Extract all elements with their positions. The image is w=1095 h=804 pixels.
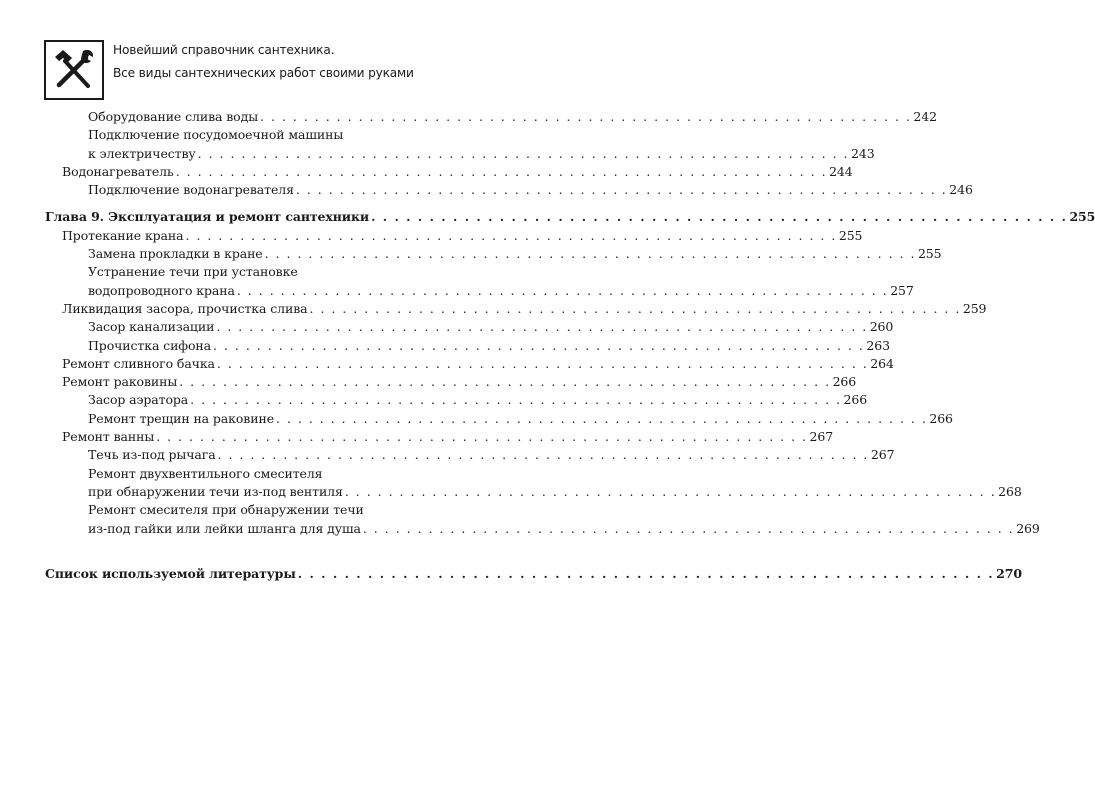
table-of-contents <box>45 108 1095 583</box>
dot-leader: . . . . . . . . . . . . . . . . . . . . . . . . . . . . . . . . . . . . . . . . . . . . . . . . . . . . . . . . . . . . <box>371 209 1068 225</box>
toc-entry <box>45 520 1040 538</box>
toc-entry <box>45 300 987 318</box>
toc-entry-text: Засор аэратора <box>88 392 189 408</box>
dot-leader: . . . . . . . . . . . . . . . . . . . . . . . . . . . . . . . . . . . . . . . . . . . . . . . . . . . . . . . . . . . . <box>213 337 865 353</box>
toc-entry <box>45 208 1095 226</box>
toc-entry-text: Прочистка сифона <box>88 337 212 353</box>
toc-entry <box>45 446 895 464</box>
toc-entry <box>45 227 863 245</box>
dot-leader: . . . . . . . . . . . . . . . . . . . . . . . . . . . . . . . . . . . . . . . . . . . . . . . . . . . . . . . . . . . . <box>295 182 948 198</box>
toc-entry <box>45 245 942 263</box>
dot-leader: . . . . . . . . . . . . . . . . . . . . . . . . . . . . . . . . . . . . . . . . . . . . . . . . . . . . . . . . . . . . <box>156 429 808 445</box>
toc-entry-continuation: из-под гайки или лейки шланга для душа <box>88 520 361 536</box>
toc-entry <box>45 355 894 373</box>
toc-entry-text: Устранение течи при установке <box>88 264 298 280</box>
page-number: 244 <box>829 163 853 179</box>
toc-entry-text: Подключение посудомоечной машины <box>88 127 344 143</box>
page-number: 270 <box>996 565 1022 581</box>
toc-entry-continuation: к электричеству <box>88 145 196 161</box>
hammer-wrench-icon <box>44 40 104 100</box>
dot-leader: . . . . . . . . . . . . . . . . . . . . . . . . . . . . . . . . . . . . . . . . . . . . . . . . . . . . . . . . . . . . <box>264 246 916 262</box>
toc-entry-continuation: при обнаружении течи из-под вентиля <box>88 483 343 499</box>
toc-entry <box>45 373 857 391</box>
page-number: 255 <box>917 246 942 262</box>
dot-leader: . . . . . . . . . . . . . . . . . . . . . . . . . . . . . . . . . . . . . . . . . . . . . . . . . . . . . . . . . . . . <box>197 145 849 161</box>
page-number: 268 <box>998 483 1022 499</box>
toc-entry-text: Водонагреватель <box>62 163 174 179</box>
toc-entry <box>45 318 894 336</box>
header-title-line1: Новейший справочник сантехника. <box>113 43 335 57</box>
dot-leader: . . . . . . . . . . . . . . . . . . . . . . . . . . . . . . . . . . . . . . . . . . . . . . . . . . . . . . . . . . . . <box>190 392 842 408</box>
toc-entry <box>45 163 853 181</box>
page-number: 267 <box>870 447 895 463</box>
toc-entry-text: Ремонт смесителя при обнаружении течи <box>88 502 364 518</box>
page-number: 266 <box>929 410 953 426</box>
dot-leader: . . . . . . . . . . . . . . . . . . . . . . . . . . . . . . . . . . . . . . . . . . . . . . . . . . . . . . . . . . . . <box>179 374 831 390</box>
dot-leader: . . . . . . . . . . . . . . . . . . . . . . . . . . . . . . . . . . . . . . . . . . . . . . . . . . . . . . . . . . . . <box>362 520 1015 536</box>
dot-leader: . . . . . . . . . . . . . . . . . . . . . . . . . . . . . . . . . . . . . . . . . . . . . . . . . . . . . . . . . . . . <box>216 355 869 371</box>
dot-leader: . . . . . . . . . . . . . . . . . . . . . . . . . . . . . . . . . . . . . . . . . . . . . . . . . . . . . . . . . . . . <box>297 565 995 581</box>
dot-leader: . . . . . . . . . . . . . . . . . . . . . . . . . . . . . . . . . . . . . . . . . . . . . . . . . . . . . . . . . . . . <box>276 410 928 426</box>
page-number: 263 <box>866 337 890 353</box>
toc-entry-text: Ремонт трещин на раковине <box>88 410 274 426</box>
dot-leader: . . . . . . . . . . . . . . . . . . . . . . . . . . . . . . . . . . . . . . . . . . . . . . . . . . . . . . . . . . . . <box>260 109 912 124</box>
page-number: 260 <box>869 319 894 335</box>
page-number: 266 <box>832 374 857 390</box>
page-number: 257 <box>890 282 914 298</box>
toc-entry-text: Ремонт двухвентильного смесителя <box>88 465 323 481</box>
dot-leader: . . . . . . . . . . . . . . . . . . . . . . . . . . . . . . . . . . . . . . . . . . . . . . . . . . . . . . . . . . . . <box>217 447 869 463</box>
toc-entry <box>45 428 834 446</box>
page-number: 267 <box>809 429 834 445</box>
page-number: 255 <box>838 227 863 243</box>
header-title-line2: Все виды сантехнических работ своими руками <box>113 66 414 80</box>
dot-leader: . . . . . . . . . . . . . . . . . . . . . . . . . . . . . . . . . . . . . . . . . . . . . . . . . . . . . . . . . . . . <box>309 300 961 316</box>
dot-leader: . . . . . . . . . . . . . . . . . . . . . . . . . . . . . . . . . . . . . . . . . . . . . . . . . . . . . . . . . . . . <box>216 319 868 335</box>
toc-entry-text: Протекание крана <box>62 227 184 243</box>
page-number: 243 <box>851 145 875 161</box>
toc-entry <box>45 337 890 355</box>
toc-entry-text: Засор канализации <box>88 319 215 335</box>
toc-entry-text: Подключение водонагревателя <box>88 182 294 198</box>
dot-leader: . . . . . . . . . . . . . . . . . . . . . . . . . . . . . . . . . . . . . . . . . . . . . . . . . . . . . . . . . . . . <box>236 282 889 298</box>
toc-entry-text: Ремонт раковины <box>62 374 178 390</box>
toc-entry <box>45 181 973 199</box>
page-number: 246 <box>949 182 973 198</box>
toc-entry <box>45 145 875 163</box>
page-number: 255 <box>1069 209 1095 225</box>
toc-entry-text: Оборудование слива воды <box>88 109 259 124</box>
toc-entry <box>45 565 1022 583</box>
toc-entry-text: Глава 9. Эксплуатация и ремонт сантехники <box>45 209 370 225</box>
page-number: 242 <box>913 109 937 124</box>
toc-entry <box>45 410 953 428</box>
toc-entry <box>45 108 937 126</box>
dot-leader: . . . . . . . . . . . . . . . . . . . . . . . . . . . . . . . . . . . . . . . . . . . . . . . . . . . . . . . . . . . . <box>185 227 837 243</box>
toc-entry-text: Ремонт ванны <box>62 429 155 445</box>
dot-leader: . . . . . . . . . . . . . . . . . . . . . . . . . . . . . . . . . . . . . . . . . . . . . . . . . . . . . . . . . . . . <box>175 163 828 179</box>
toc-entry-text: Течь из-под рычага <box>88 447 216 463</box>
toc-entry-text: Замена прокладки в кране <box>88 246 263 262</box>
toc-entry <box>45 282 914 300</box>
running-header <box>44 38 414 100</box>
page-number: 264 <box>870 355 894 371</box>
toc-entry <box>45 391 868 409</box>
page-number: 266 <box>843 392 868 408</box>
toc-entry <box>45 483 1022 501</box>
toc-entry-text: Список используемой литературы <box>45 565 296 581</box>
toc-entry-continuation: водопроводного крана <box>88 282 235 298</box>
dot-leader: . . . . . . . . . . . . . . . . . . . . . . . . . . . . . . . . . . . . . . . . . . . . . . . . . . . . . . . . . . . . <box>344 483 997 499</box>
page-number: 269 <box>1016 520 1040 536</box>
toc-entry-text: Ремонт сливного бачка <box>62 355 215 371</box>
toc-entry-text: Ликвидация засора, прочистка слива <box>62 300 308 316</box>
page-number: 259 <box>962 300 987 316</box>
